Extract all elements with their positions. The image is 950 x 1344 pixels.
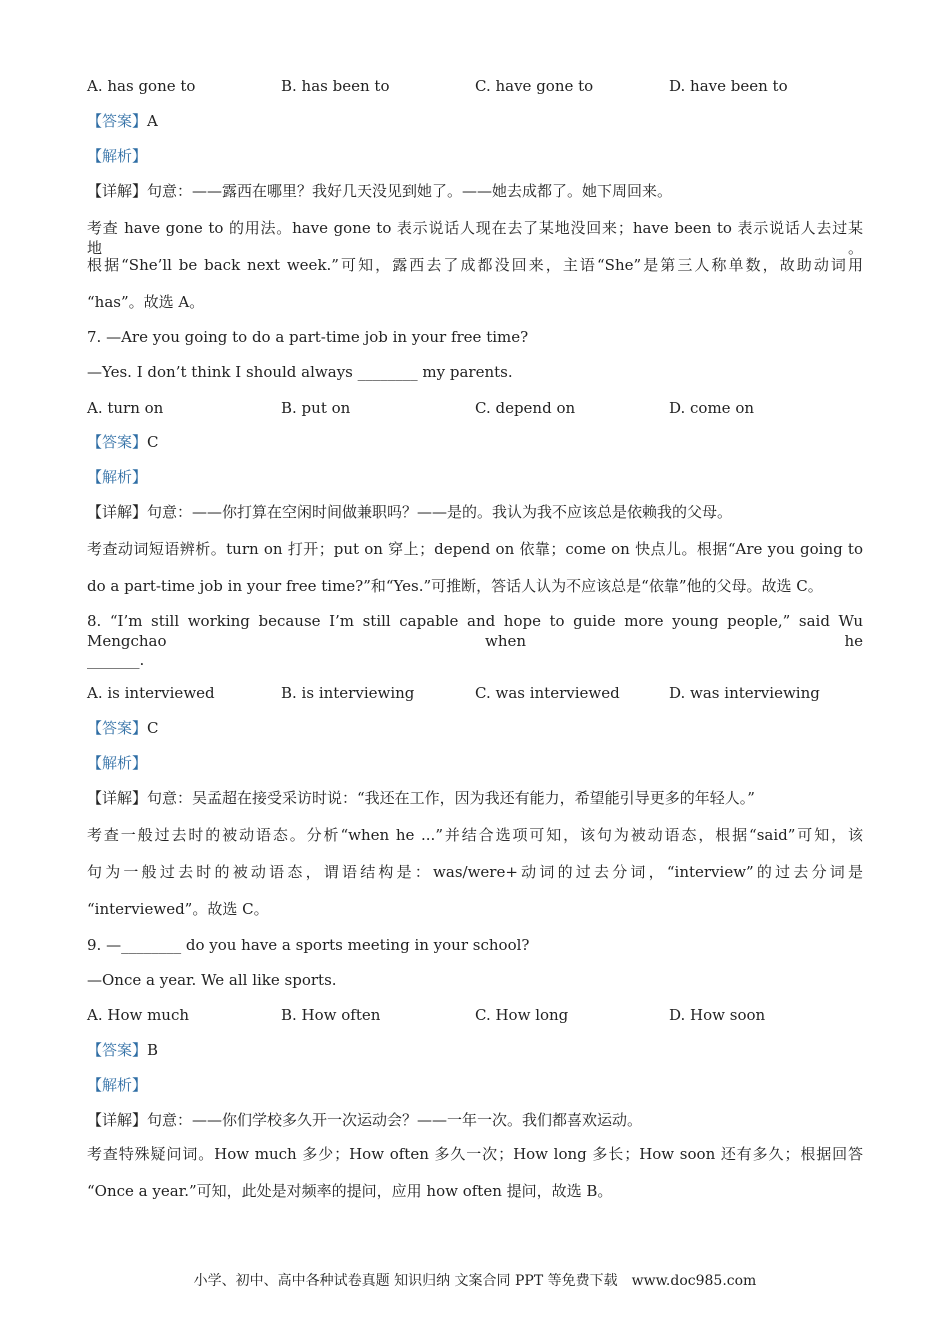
- answer-value: B: [147, 1041, 159, 1059]
- analysis-tag: 【解析】: [87, 468, 148, 486]
- answer-tag: 【答案】: [87, 112, 148, 130]
- question-stem: 7. —Are you going to do a part-time job in your free time?: [87, 328, 529, 346]
- option-a: A. How much: [87, 1006, 190, 1024]
- explanation-line: “interviewed”。故选 C。: [87, 900, 269, 918]
- detail-tag: 【详解】: [87, 503, 148, 521]
- detail-line: [87, 1110, 642, 1130]
- explanation-line: 考查动词短语辨析。turn on 打开；put on 穿上；depend on 依靠；come on 快点儿。根据“Are you going to: [87, 540, 863, 558]
- answer-tag: 【答案】: [87, 1041, 148, 1059]
- detail-line: [87, 788, 755, 808]
- option-b: B. put on: [281, 399, 351, 417]
- option-d: D. come on: [669, 399, 755, 417]
- analysis-tag: 【解析】: [87, 1076, 148, 1094]
- explanation-line: do a part-time job in your free time?”和“Yes.”可推断，答话人认为不应该总是“依靠”他的父母。故选 C。: [87, 577, 823, 595]
- explanation-line: “Once a year.”可知，此处是对频率的提问，应用 how often 提问，故选 B。: [87, 1182, 613, 1200]
- option-b: B. has been to: [281, 77, 390, 95]
- detail-line: [87, 502, 732, 522]
- answer-value: C: [147, 433, 159, 451]
- answer-line: [87, 111, 158, 131]
- question-stem: 9. —________ do you have a sports meeting in your school?: [87, 936, 530, 954]
- option-d: D. have been to: [669, 77, 788, 95]
- question-stem: —Once a year. We all like sports.: [87, 971, 337, 989]
- question-stem: 8. “I’m still working because I’m still capable and hope to guide more young people,” said Wu Mengchao when he: [87, 612, 863, 650]
- explanation-line: 根据“She’ll be back next week.”可知，露西去了成都没回来，主语“She”是第三人称单数，故助动词用: [87, 256, 863, 274]
- option-c: C. depend on: [475, 399, 576, 417]
- answer-tag: 【答案】: [87, 719, 148, 737]
- option-b: B. How often: [281, 1006, 381, 1024]
- option-d: D. was interviewing: [669, 684, 820, 702]
- detail-text: 句意：——你打算在空闲时间做兼职吗？——是的。我认为我不应该总是依赖我的父母。: [147, 503, 733, 521]
- explanation-line: 考查 have gone to 的用法。have gone to 表示说话人现在去了某地没回来；have been to 表示说话人去过某地。: [87, 219, 863, 257]
- detail-text: 句意：——你们学校多久开一次运动会？——一年一次。我们都喜欢运动。: [147, 1111, 643, 1129]
- explanation-line: 考查一般过去时的被动语态。分析“when he ...”并结合选项可知，该句为被动语态，根据“said”可知，该: [87, 826, 863, 844]
- answer-value: A: [147, 112, 158, 130]
- option-c: C. How long: [475, 1006, 569, 1024]
- answer-line: [87, 432, 159, 452]
- analysis-tag: 【解析】: [87, 754, 148, 772]
- answer-value: C: [147, 719, 159, 737]
- question-stem: —Yes. I don’t think I should always ________ my parents.: [87, 363, 513, 381]
- detail-text: 句意：——露西在哪里？我好几天没见到她了。——她去成都了。她下周回来。: [147, 182, 673, 200]
- explanation-line: 考查特殊疑问词。How much 多少；How often 多久一次；How long 多长；How soon 还有多久；根据回答: [87, 1145, 863, 1163]
- answer-line: [87, 718, 159, 738]
- page-footer: 小学、初中、高中各种试卷真题 知识归纳 文案合同 PPT 等免费下载 www.doc985.com: [193, 1273, 757, 1289]
- analysis-tag: 【解析】: [87, 147, 148, 165]
- detail-text: 句意：吴孟超在接受采访时说：“我还在工作，因为我还有能力，希望能引导更多的年轻人。”: [147, 789, 755, 807]
- option-a: A. is interviewed: [87, 684, 215, 702]
- option-c: C. was interviewed: [475, 684, 620, 702]
- answer-line: [87, 1040, 158, 1060]
- option-a: A. turn on: [87, 399, 164, 417]
- question-stem: _______.: [87, 651, 145, 669]
- answer-tag: 【答案】: [87, 433, 148, 451]
- detail-tag: 【详解】: [87, 182, 148, 200]
- explanation-line: 句为一般过去时的被动语态，谓语结构是：was/were+动词的过去分词，“interview”的过去分词是: [87, 863, 863, 881]
- option-b: B. is interviewing: [281, 684, 415, 702]
- option-a: A. has gone to: [87, 77, 196, 95]
- option-c: C. have gone to: [475, 77, 594, 95]
- detail-tag: 【详解】: [87, 1111, 148, 1129]
- option-d: D. How soon: [669, 1006, 766, 1024]
- detail-tag: 【详解】: [87, 789, 148, 807]
- detail-line: [87, 181, 672, 201]
- explanation-line: “has”。故选 A。: [87, 293, 205, 311]
